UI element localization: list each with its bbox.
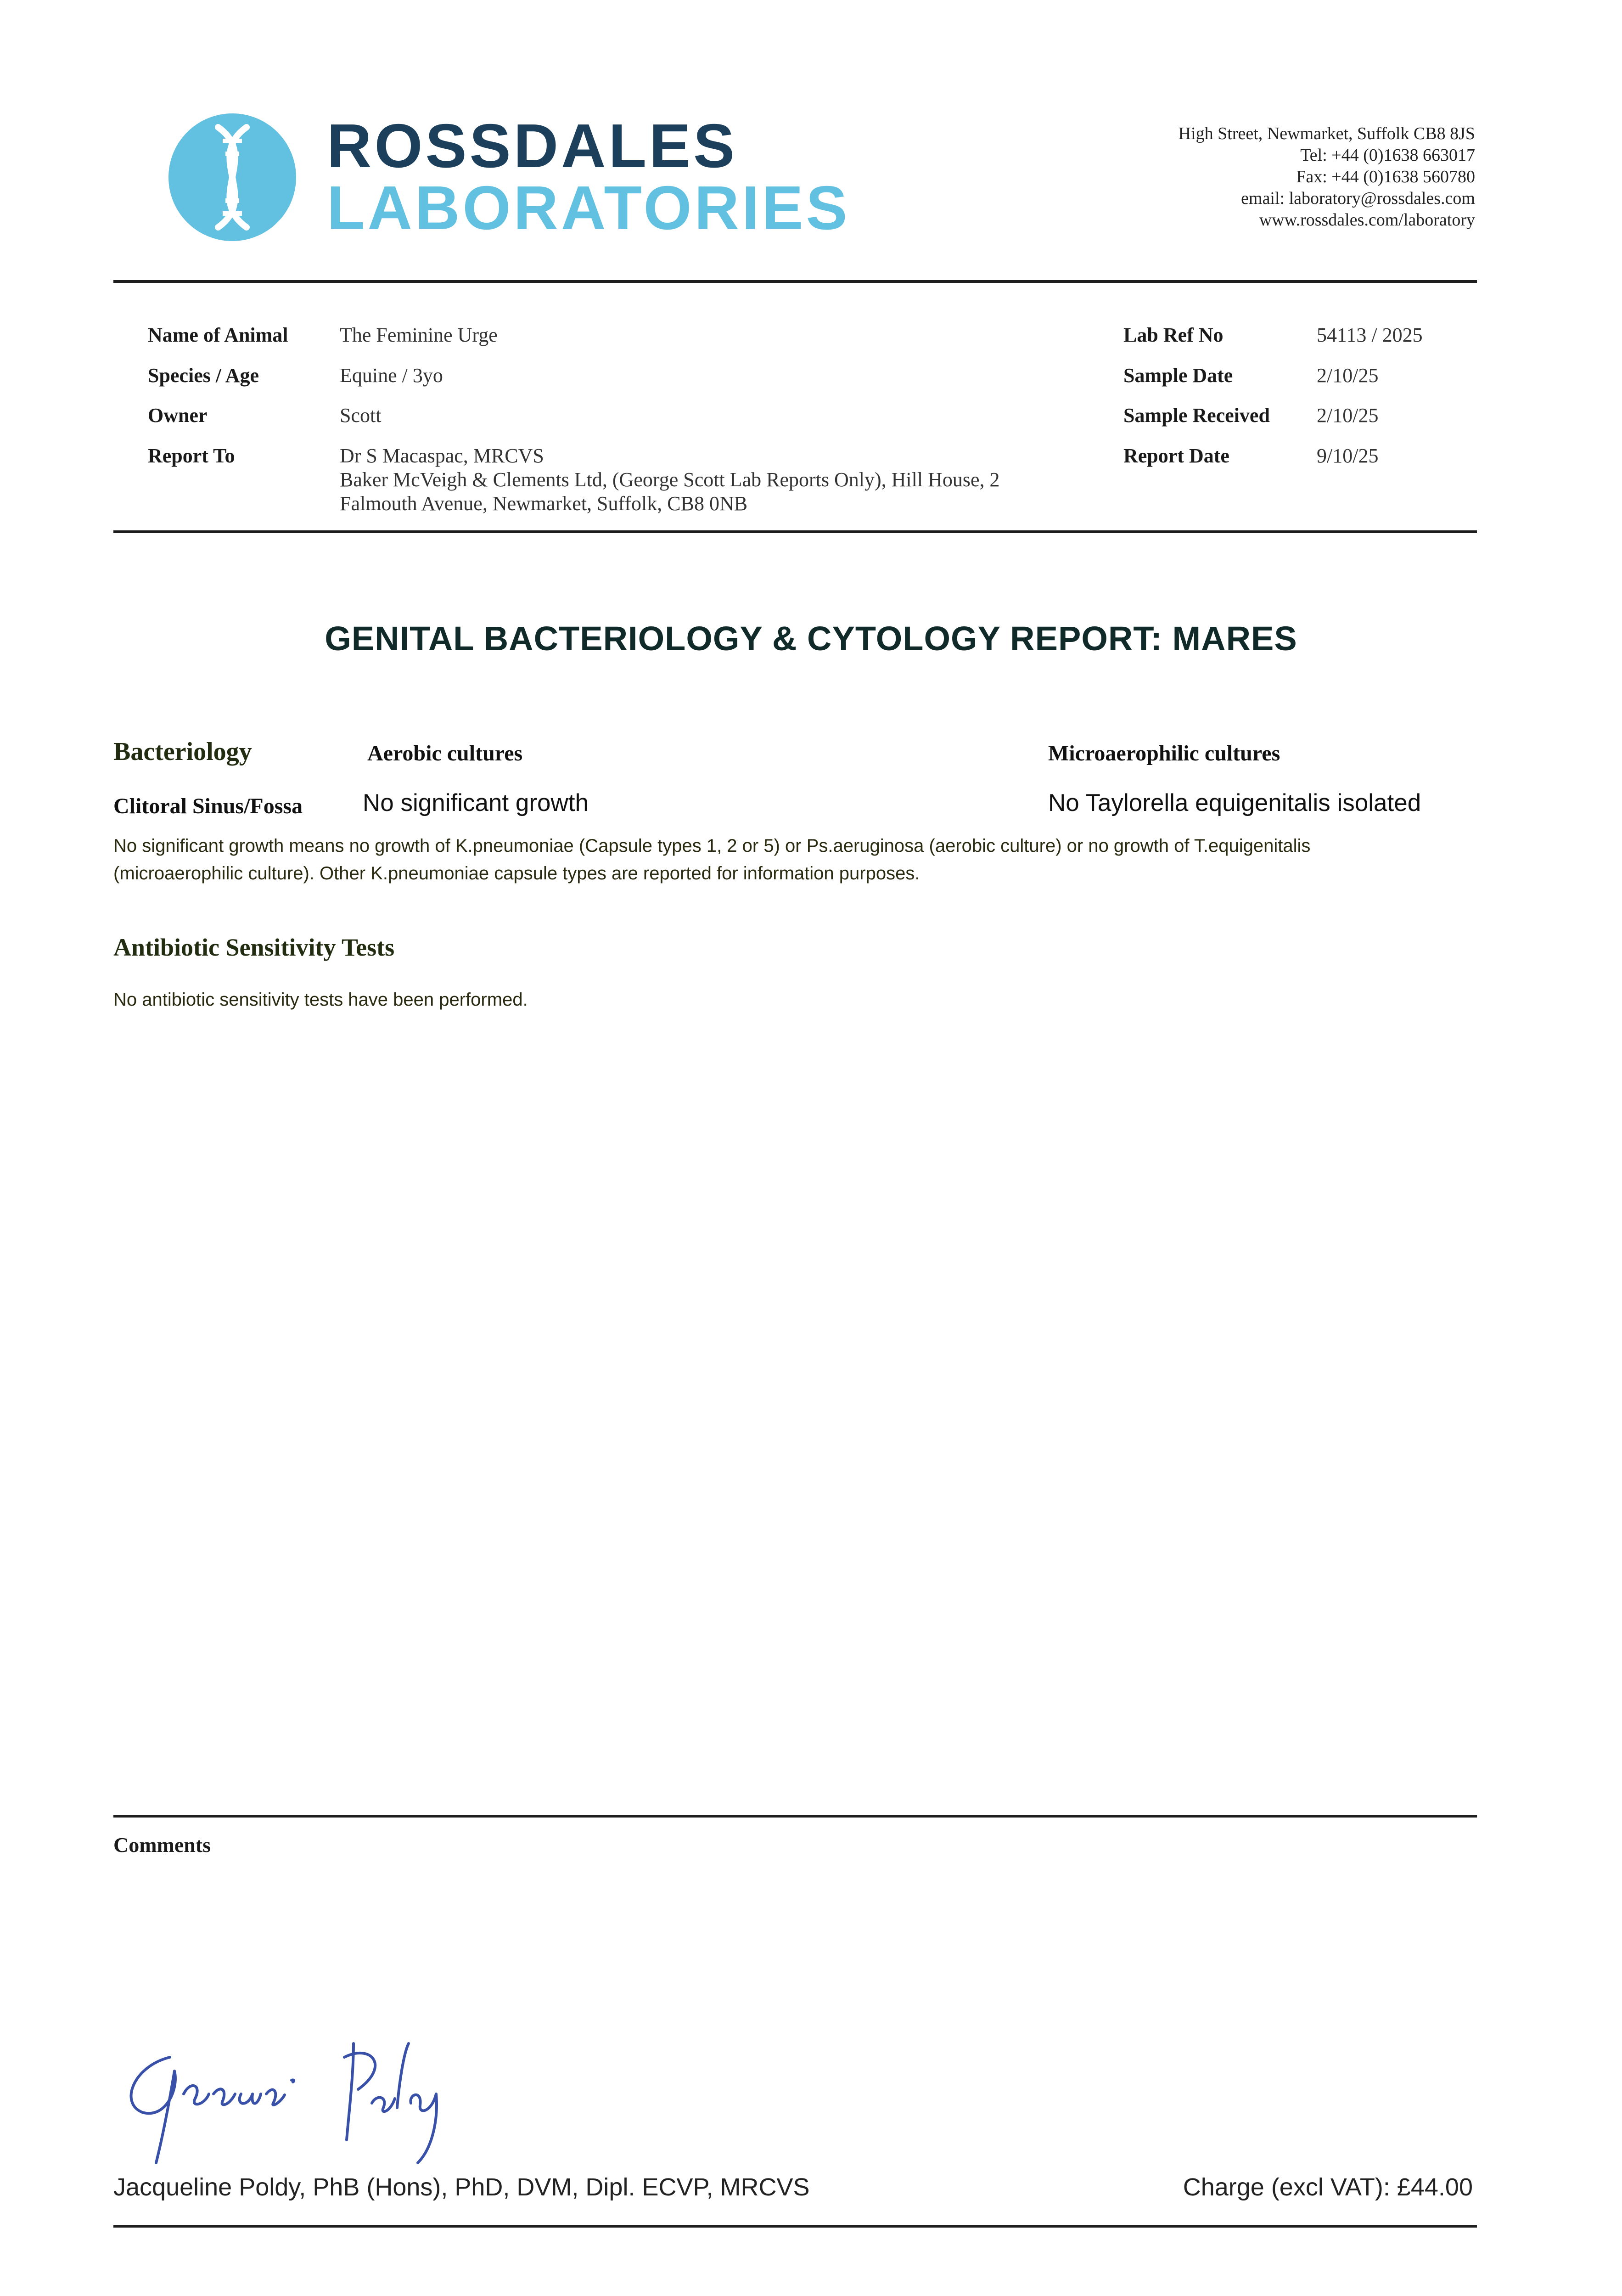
label-report-date: Report Date	[1123, 445, 1229, 467]
value-report-date: 9/10/25	[1317, 445, 1379, 467]
report-title: GENITAL BACTERIOLOGY & CYTOLOGY REPORT: MARES	[325, 619, 1297, 658]
antibiotic-text: No antibiotic sensitivity tests have been performed.	[113, 990, 528, 1010]
comments-heading: Comments	[113, 1833, 211, 1857]
charge-amount: Charge (excl VAT): £44.00	[1183, 2173, 1473, 2201]
sample-site: Clitoral Sinus/Fossa	[113, 794, 303, 818]
bacteriology-heading: Bacteriology	[113, 737, 252, 766]
label-name-of-animal: Name of Animal	[148, 324, 288, 346]
label-lab-ref: Lab Ref No	[1123, 324, 1224, 346]
address-fax: Fax: +44 (0)1638 560780	[1296, 167, 1475, 186]
value-report-to	[340, 444, 1000, 516]
address-website[interactable]: www.rossdales.com/laboratory	[1259, 210, 1475, 230]
brand-name-line1: ROSSDALES	[327, 111, 738, 180]
value-species-age: Equine / 3yo	[340, 364, 443, 387]
report-to-name: Dr S Macaspac, MRCVS	[340, 445, 544, 467]
microaerophilic-result: No Taylorella equigenitalis isolated	[1048, 789, 1421, 816]
label-owner: Owner	[148, 404, 208, 427]
label-report-to: Report To	[148, 445, 235, 467]
signature-image	[115, 2025, 445, 2177]
value-sample-date: 2/10/25	[1317, 364, 1379, 387]
microaerophilic-heading: Microaerophilic cultures	[1048, 741, 1280, 765]
lab-address	[1179, 123, 1475, 231]
address-street: High Street, Newmarket, Suffolk CB8 8JS	[1178, 124, 1475, 143]
comments-divider	[113, 1815, 1477, 1818]
info-divider	[113, 530, 1477, 533]
label-sample-received: Sample Received	[1123, 404, 1270, 427]
address-tel: Tel: +44 (0)1638 663017	[1300, 146, 1475, 165]
label-species-age: Species / Age	[148, 364, 259, 387]
footer-divider	[113, 2225, 1477, 2228]
signatory-name: Jacqueline Poldy, PhB (Hons), PhD, DVM, Dipl. ECVP, MRCVS	[113, 2173, 810, 2201]
value-owner: Scott	[340, 404, 382, 427]
dna-helix-icon	[168, 113, 296, 241]
address-email[interactable]: email: laboratory@rossdales.com	[1241, 189, 1475, 208]
header-divider	[113, 280, 1477, 283]
value-lab-ref: 54113 / 2025	[1317, 324, 1423, 346]
bacteriology-note-line1: No significant growth means no growth of K.pneumoniae (Capsule types 1, 2 or 5) or Ps.aeruginosa (aerobic culture) or no growth of T.equigenitalis	[113, 836, 1311, 856]
value-sample-received: 2/10/25	[1317, 404, 1379, 427]
report-to-address-line2: Falmouth Avenue, Newmarket, Suffolk, CB8 0NB	[340, 492, 748, 515]
antibiotic-heading: Antibiotic Sensitivity Tests	[113, 934, 395, 961]
aerobic-heading: Aerobic cultures	[367, 741, 523, 765]
label-sample-date: Sample Date	[1123, 364, 1233, 387]
bacteriology-note-line2: (microaerophilic culture). Other K.pneumoniae capsule types are reported for information purposes.	[113, 863, 920, 884]
brand-name-line2: LABORATORIES	[327, 173, 850, 242]
report-to-address-line1: Baker McVeigh & Clements Ltd, (George Scott Lab Reports Only), Hill House, 2	[340, 468, 1000, 491]
aerobic-result: No significant growth	[363, 789, 589, 816]
bacteriology-note	[113, 832, 1486, 887]
value-name-of-animal: The Feminine Urge	[340, 324, 498, 346]
